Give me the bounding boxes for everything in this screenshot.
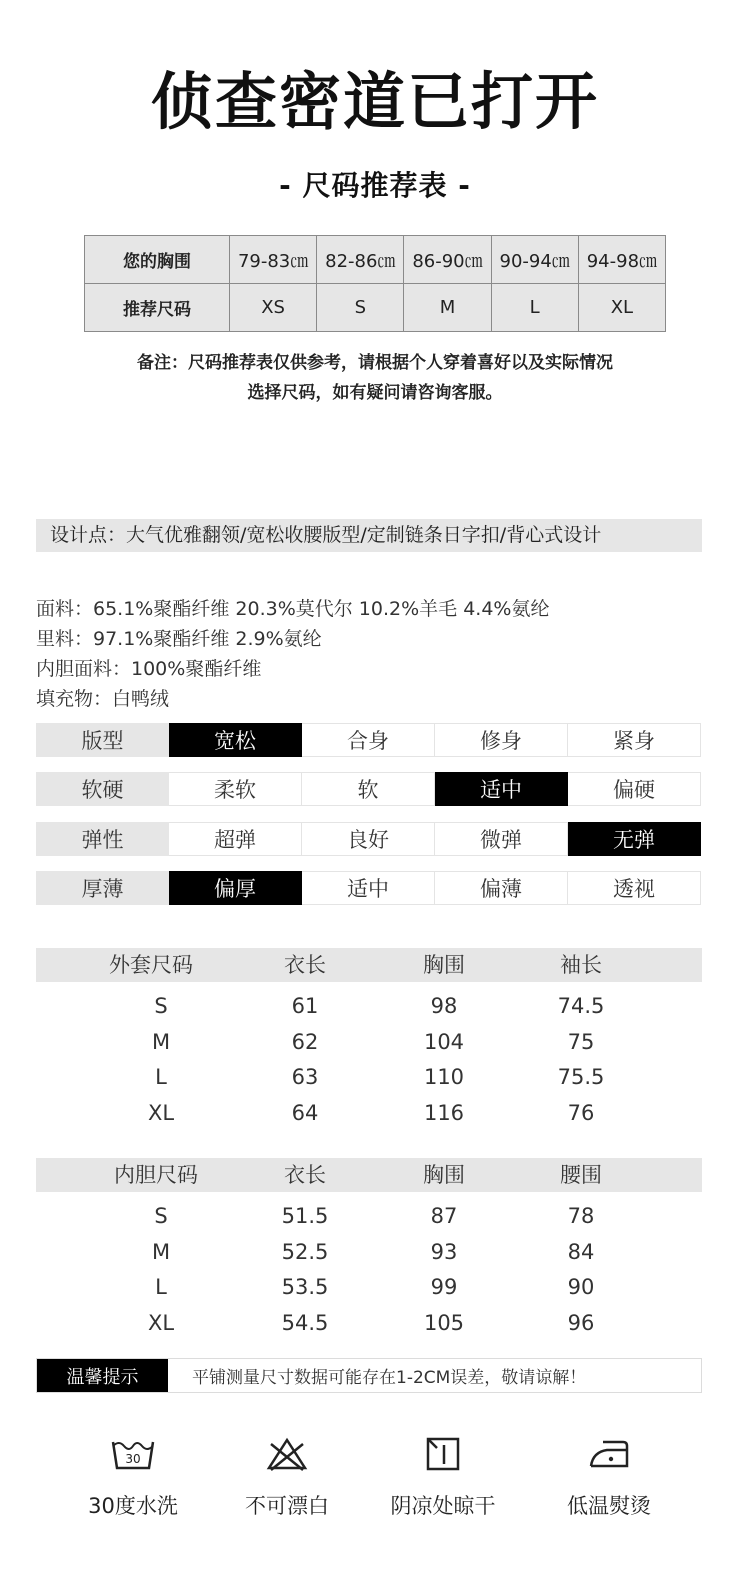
- table-cell: 76: [567, 1101, 595, 1125]
- table-cell: 78: [567, 1204, 595, 1228]
- column-header: 胸围: [423, 953, 465, 977]
- column-header: 衣长: [284, 1163, 326, 1187]
- attribute-row-softness: [36, 772, 702, 806]
- table-cell: 99: [430, 1275, 458, 1299]
- attribute-option: 修身: [435, 723, 568, 757]
- table-row: [36, 1199, 702, 1234]
- table-cell: L: [155, 1275, 167, 1299]
- table-cell: 86-90㎝: [404, 236, 491, 284]
- table-cell: 116: [423, 1101, 465, 1125]
- table-cell: 84: [567, 1240, 595, 1264]
- table-cell: 94-98㎝: [578, 236, 665, 284]
- attribute-row-elasticity: [36, 822, 702, 856]
- column-header: 袖长: [560, 953, 602, 977]
- attribute-option: 宽松: [169, 723, 302, 757]
- attribute-option: 柔软: [169, 772, 302, 806]
- table-cell: XL: [147, 1101, 175, 1125]
- tip-text: 平铺测量尺寸数据可能存在1-2CM误差，敬请谅解！: [192, 1368, 587, 1388]
- coat-table-header: [36, 948, 702, 982]
- material-line: 内胆面料：100%聚酯纤维: [36, 658, 262, 680]
- table-cell: XS: [230, 284, 317, 332]
- table-row: [36, 989, 702, 1024]
- care-item-bleach: [202, 1436, 372, 1520]
- column-header: 衣长: [284, 953, 326, 977]
- care-item-iron: [524, 1436, 694, 1520]
- attribute-label: 厚薄: [36, 871, 169, 905]
- attribute-option: 偏厚: [169, 871, 302, 905]
- table-row: [85, 284, 666, 332]
- wash-30-icon: [111, 1436, 155, 1472]
- table-cell: 105: [423, 1311, 465, 1335]
- attribute-option: 微弹: [435, 822, 568, 856]
- table-cell: 87: [430, 1204, 458, 1228]
- table-row: [36, 1060, 702, 1095]
- attribute-option: 紧身: [568, 723, 701, 757]
- table-row: [36, 1025, 702, 1060]
- table-cell: M: [404, 284, 491, 332]
- shade-dry-icon: [425, 1436, 461, 1472]
- attribute-option: 软: [302, 772, 435, 806]
- care-item-dry: [358, 1436, 528, 1520]
- table-row: [36, 1096, 702, 1131]
- size-note: [60, 348, 690, 408]
- table-cell: S: [317, 284, 404, 332]
- attribute-option: 适中: [302, 871, 435, 905]
- design-points: 设计点：大气优雅翻领/宽松收腰版型/定制链条日字扣/背心式设计: [36, 519, 702, 552]
- column-header: 胸围: [423, 1163, 465, 1187]
- column-header: 内胆尺码: [114, 1163, 198, 1187]
- table-cell: 51.5: [281, 1204, 329, 1228]
- material-line: 填充物：白鸭绒: [36, 688, 170, 710]
- tip-label: 温馨提示: [37, 1359, 168, 1392]
- table-cell: 104: [423, 1030, 465, 1054]
- table-cell: 53.5: [281, 1275, 329, 1299]
- table-row: [85, 236, 666, 284]
- table-row: [36, 1270, 702, 1305]
- table-cell: L: [491, 284, 578, 332]
- attribute-option: 透视: [568, 871, 701, 905]
- attribute-option: 偏硬: [568, 772, 701, 806]
- note-line: 选择尺码，如有疑问请咨询客服。: [247, 383, 503, 403]
- table-cell: 54.5: [281, 1311, 329, 1335]
- liner-table-header: [36, 1158, 702, 1192]
- attribute-label: 弹性: [36, 822, 169, 856]
- row-header-bust: 您的胸围: [85, 236, 230, 284]
- care-label: 阴凉处晾干: [390, 1494, 496, 1518]
- table-cell: 90-94㎝: [491, 236, 578, 284]
- table-cell: 110: [423, 1065, 465, 1089]
- table-cell: 52.5: [281, 1240, 329, 1264]
- row-header-size: 推荐尺码: [85, 284, 230, 332]
- care-label: 不可漂白: [245, 1494, 329, 1518]
- table-cell: XL: [578, 284, 665, 332]
- material-list: [36, 594, 716, 714]
- page-title: 侦查密道已打开: [150, 65, 599, 138]
- material-line: 里料：97.1%聚酯纤维 2.9%氨纶: [36, 628, 322, 650]
- column-header: 腰围: [560, 1163, 602, 1187]
- note-line: 备注：尺码推荐表仅供参考，请根据个人穿着喜好以及实际情况: [137, 353, 613, 373]
- table-cell: 75.5: [557, 1065, 605, 1089]
- attribute-row-fit: [36, 723, 702, 757]
- low-iron-icon: [587, 1436, 631, 1472]
- table-cell: XL: [147, 1311, 175, 1335]
- table-cell: S: [154, 994, 168, 1018]
- table-cell: 90: [567, 1275, 595, 1299]
- table-cell: 62: [291, 1030, 319, 1054]
- attribute-option: 超弹: [169, 822, 302, 856]
- attribute-row-thickness: [36, 871, 702, 905]
- table-cell: L: [155, 1065, 167, 1089]
- table-cell: 63: [291, 1065, 319, 1089]
- attribute-option: 良好: [302, 822, 435, 856]
- warm-tip: [36, 1358, 702, 1393]
- attribute-option: 无弹: [568, 822, 701, 856]
- table-cell: 61: [291, 994, 319, 1018]
- no-bleach-icon: [265, 1436, 309, 1472]
- size-chart-heading: - 尺码推荐表 -: [279, 169, 471, 202]
- attribute-option: 合身: [302, 723, 435, 757]
- table-row: [36, 1235, 702, 1270]
- table-cell: 64: [291, 1101, 319, 1125]
- table-row: [36, 1306, 702, 1341]
- table-cell: 98: [430, 994, 458, 1018]
- table-cell: M: [151, 1030, 171, 1054]
- care-item-wash: [48, 1436, 218, 1520]
- table-cell: 82-86㎝: [317, 236, 404, 284]
- table-cell: 93: [430, 1240, 458, 1264]
- table-cell: 96: [567, 1311, 595, 1335]
- table-cell: S: [154, 1204, 168, 1228]
- table-cell: 75: [567, 1030, 595, 1054]
- column-header: 外套尺码: [109, 953, 193, 977]
- material-line: 面料：65.1%聚酯纤维 20.3%莫代尔 10.2%羊毛 4.4%氨纶: [36, 598, 550, 620]
- care-label: 30度水洗: [88, 1494, 178, 1518]
- wash-temperature-label: 30: [125, 1452, 141, 1466]
- attribute-label: 版型: [36, 723, 169, 757]
- care-label: 低温熨烫: [567, 1494, 651, 1518]
- table-cell: 74.5: [557, 994, 605, 1018]
- table-cell: 79-83㎝: [230, 236, 317, 284]
- table-cell: M: [151, 1240, 171, 1264]
- attribute-label: 软硬: [36, 772, 169, 806]
- attribute-option: 适中: [435, 772, 568, 806]
- attribute-option: 偏薄: [435, 871, 568, 905]
- size-recommend-table: [84, 235, 666, 332]
